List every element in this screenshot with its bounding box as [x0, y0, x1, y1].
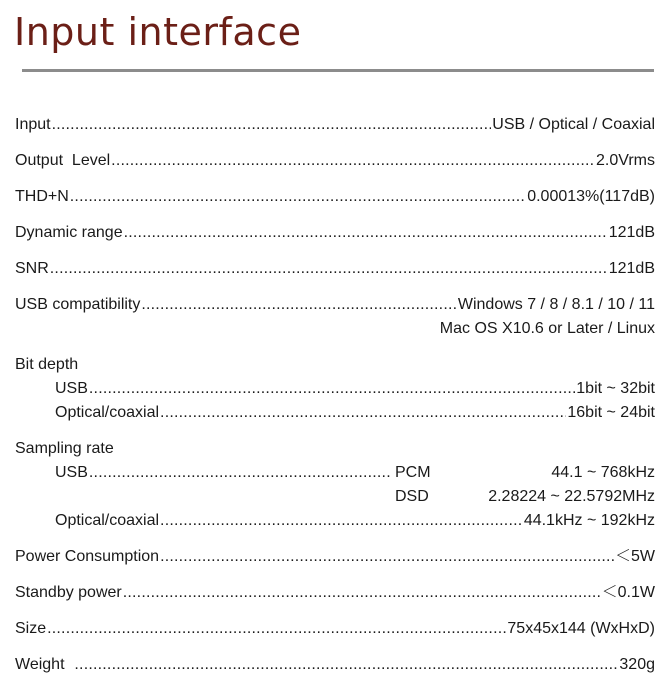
spec-value: 320g — [619, 656, 655, 673]
spec-label: Dynamic range — [15, 224, 123, 241]
spec-value: 2.0Vrms — [596, 152, 655, 169]
spec-value: ＜0.1W — [601, 584, 655, 601]
spec-value: ＜5W — [614, 548, 655, 565]
spec-value: 75x45x144 (WxHxD) — [507, 620, 655, 637]
spec-row-standby-power — [15, 581, 655, 605]
spec-label: USB — [55, 380, 88, 397]
dot-leader — [47, 617, 506, 641]
spec-label: THD+N — [15, 188, 69, 205]
dot-leader — [111, 149, 595, 173]
spec-value: Windows 7 / 8 / 8.1 / 10 / 11 — [457, 296, 655, 313]
section-heading-sampling-rate: Sampling rate — [15, 440, 114, 457]
spec-value: 121dB — [608, 224, 655, 241]
bit-depth-row-usb — [55, 377, 655, 401]
spec-value: 121dB — [608, 260, 655, 277]
sampling-row-optical — [55, 509, 655, 533]
pcm-label: PCM — [395, 464, 431, 481]
section-heading-bit-depth: Bit depth — [15, 356, 79, 373]
dot-leader — [124, 221, 608, 245]
spec-label: Optical/coaxial — [55, 404, 160, 421]
spec-label: Output Level — [15, 152, 111, 169]
spec-label: Weight — [15, 656, 74, 673]
pcm-value: 44.1 ~ 768kHz — [551, 464, 655, 481]
dot-leader — [52, 113, 492, 137]
spec-label: SNR — [15, 260, 49, 277]
spec-row-thdn — [15, 185, 655, 209]
dot-leader — [74, 653, 618, 677]
dot-leader — [50, 257, 608, 281]
spec-row-input — [15, 113, 655, 137]
dsd-value: 2.28224 ~ 22.5792MHz — [488, 488, 655, 505]
spec-value: 44.1kHz ~ 192kHz — [523, 512, 655, 529]
spec-label: Power Consumption — [15, 548, 160, 565]
spec-row-dynamic-range — [15, 221, 655, 245]
dot-leader — [70, 185, 526, 209]
bit-depth-row-optical — [55, 401, 655, 425]
spec-row-size — [15, 617, 655, 641]
dot-leader — [89, 461, 390, 485]
dot-leader — [160, 401, 566, 425]
spec-value: USB / Optical / Coaxial — [492, 116, 655, 133]
spec-value-line2: Mac OS X10.6 or Later / Linux — [439, 320, 655, 337]
dot-leader — [89, 377, 575, 401]
dot-leader — [123, 581, 601, 605]
dsd-label: DSD — [395, 488, 429, 505]
spec-label: USB — [55, 464, 88, 481]
spec-row-output-level — [15, 149, 655, 173]
dot-leader — [160, 545, 614, 569]
dot-leader — [141, 293, 456, 317]
spec-value: 16bit ~ 24bit — [567, 404, 655, 421]
spec-row-weight — [15, 653, 655, 677]
spec-row-power-consumption — [15, 545, 655, 569]
spec-label: Size — [15, 620, 47, 637]
spec-label: Optical/coaxial — [55, 512, 160, 529]
dot-leader — [160, 509, 523, 533]
title-divider — [22, 69, 654, 72]
spec-row-snr — [15, 257, 655, 281]
sampling-row-usb — [55, 461, 391, 485]
spec-label: Standby power — [15, 584, 122, 601]
spec-label: USB compatibility — [15, 296, 141, 313]
spec-value: 0.00013%(117dB) — [527, 188, 655, 205]
page-title: Input interface — [14, 10, 302, 54]
spec-value: 1bit ~ 32bit — [576, 380, 655, 397]
spec-row-usb-compatibility — [15, 293, 655, 317]
spec-label: Input — [15, 116, 51, 133]
